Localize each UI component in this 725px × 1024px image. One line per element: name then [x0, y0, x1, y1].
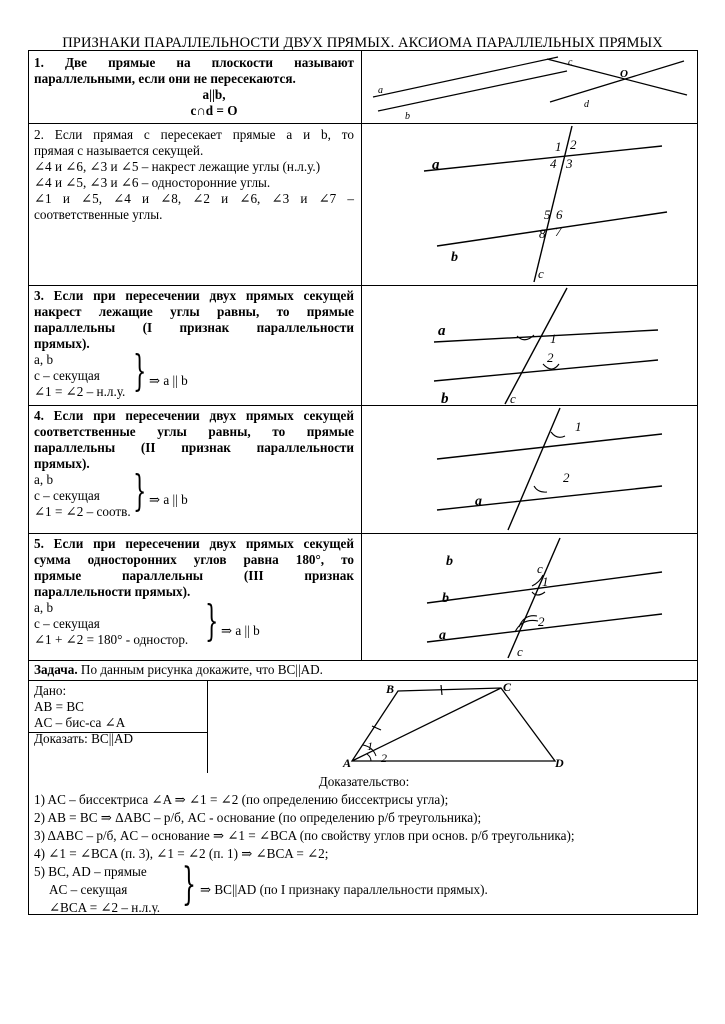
- angle-1-label: 1: [555, 139, 562, 154]
- section-1-figure: [362, 51, 698, 123]
- vertex-a-label: A: [343, 756, 352, 770]
- definition-line: ∠4 и ∠6, ∠3 и ∠5 – накрест лежащие углы (н.л.у.): [34, 159, 321, 174]
- section-3-conclusion: ⇒ a || b: [149, 373, 188, 388]
- theorem-table: [28, 50, 698, 915]
- angle-1-label: 1: [542, 574, 549, 589]
- label-c: c: [568, 57, 573, 68]
- section-2-text: [34, 127, 354, 223]
- text-line: сумма односторонних углов равна 180°, то: [34, 552, 354, 567]
- section-3-figure: [362, 286, 698, 407]
- label-a: a: [432, 157, 440, 173]
- angle-7-label: 7: [555, 224, 562, 239]
- text-line: прямых).: [34, 456, 90, 471]
- text-line: прямые параллельны (III признак: [34, 568, 354, 583]
- text-line: 2. Если прямая с пересекает прямые a и b, то: [34, 127, 354, 142]
- formula-parallel: a||b,: [202, 87, 226, 102]
- label-a: a: [378, 85, 383, 96]
- label-c: c: [538, 266, 544, 281]
- task-label: Задача.: [34, 662, 78, 677]
- angle-5-label: 5: [544, 207, 551, 222]
- label-b: b: [405, 111, 410, 122]
- label-c: c: [510, 391, 516, 406]
- brace-icon: }: [205, 596, 219, 645]
- section-3-text: [34, 288, 354, 400]
- vertex-b-label: B: [386, 682, 395, 696]
- proof-heading: Доказательство:: [318, 774, 410, 789]
- text-line: 1. Две прямые на плоскости называют: [34, 55, 354, 70]
- label-b: b: [451, 250, 458, 265]
- section-4-conclusion: ⇒ a || b: [149, 492, 188, 507]
- given-line: a, b: [34, 600, 54, 615]
- formula-intersect: c∩d = O: [190, 103, 238, 118]
- given-line: a, b: [34, 472, 54, 487]
- text-line: прямых).: [34, 336, 90, 351]
- section-5-conclusion: ⇒ a || b: [221, 623, 260, 638]
- given-line: ∠1 = ∠2 – н.л.у.: [34, 384, 126, 399]
- text-line: параллельны (I признак параллельности: [34, 320, 354, 335]
- given-line: c – секущая: [34, 616, 100, 631]
- brace-icon: }: [133, 466, 147, 515]
- angle-2-label: 2: [547, 350, 554, 365]
- row-divider: [29, 660, 697, 661]
- angle-2-label: 2: [381, 751, 387, 765]
- label-a: a: [439, 628, 446, 643]
- proof-step-5-line: ∠BCA = ∠2 – н.л.у.: [49, 900, 161, 915]
- label-b: b: [446, 554, 453, 569]
- section-5-text: [34, 536, 354, 648]
- section-1-text: [34, 55, 354, 119]
- section-4-text: [34, 408, 354, 520]
- proof-step-3: 3) ΔABC – р/б, AC – основание ⇒ ∠1 = ∠BCA (по свойству углов при основ. р/б треугольника);: [34, 828, 575, 843]
- page-title: ПРИЗНАКИ ПАРАЛЛЕЛЬНОСТИ ДВУХ ПРЯМЫХ. АКСИОМА ПАРАЛЛЕЛЬНЫХ ПРЯМЫХ: [62, 35, 663, 51]
- angle-2-label: 2: [563, 470, 570, 485]
- text-line: параллельны (II признак параллельности: [34, 440, 354, 455]
- angle-2-label: 2: [570, 137, 577, 152]
- definition-line: ∠1 и ∠5, ∠4 и ∠8, ∠2 и ∠6, ∠3 и ∠7 –: [34, 191, 354, 206]
- label-a: a: [438, 323, 446, 339]
- text-line: параллельными, если они не пересекаются.: [34, 71, 296, 86]
- text-line: соответственные углы равны, то прямые: [34, 424, 354, 439]
- text-line: накрест лежащие углы равны, то прямые: [34, 304, 354, 319]
- label-o: O: [620, 68, 628, 80]
- task-text: По данным рисунка докажите, что BC||AD.: [77, 662, 323, 677]
- angle-6-label: 6: [556, 207, 563, 222]
- angle-8-label: 8: [539, 226, 546, 241]
- given-line: ∠1 = ∠2 – соотв.: [34, 504, 131, 519]
- given-line: AB = BC: [34, 699, 84, 714]
- proof-step-4: 4) ∠1 = ∠BCA (п. 3), ∠1 = ∠2 (п. 1) ⇒ ∠BCA = ∠2;: [34, 846, 329, 861]
- brace-icon: }: [133, 346, 147, 395]
- angle-1-label: 1: [550, 331, 557, 346]
- given-line: c – секущая: [34, 368, 100, 383]
- angle-1-label: 1: [367, 739, 373, 753]
- text-line: параллельности прямых).: [34, 584, 191, 599]
- given-line: ∠1 + ∠2 = 180° - одностор.: [34, 632, 189, 647]
- label-c: c: [537, 561, 543, 576]
- angle-3-label: 3: [566, 156, 573, 171]
- proof-step-5-line: AC – секущая: [49, 882, 128, 897]
- text-line: прямая с называется секущей.: [34, 143, 204, 158]
- given-line: AC – бис-са ∠A: [34, 715, 126, 730]
- definition-line: соответственные углы.: [34, 207, 163, 222]
- given-line: a, b: [34, 352, 54, 367]
- task-statement: [34, 662, 323, 678]
- proof-step-5: 5) BC, AD – прямые: [34, 864, 147, 879]
- brace-icon: }: [182, 859, 196, 910]
- text-line: 4. Если при пересечении двух прямых секущей: [34, 408, 354, 423]
- label-d: d: [584, 99, 589, 110]
- angle-4-label: 4: [550, 156, 557, 171]
- label-c: c: [517, 644, 523, 659]
- task-figure: [329, 681, 609, 781]
- proof-step-1: 1) AC – биссектриса ∠A ⇒ ∠1 = ∠2 (по определению биссектрисы угла);: [34, 792, 449, 807]
- prove-line: Доказать: BC||AD: [34, 731, 134, 746]
- proof-step-5-conclusion: ⇒ BC||AD (по I признаку параллельности прямых).: [200, 882, 488, 897]
- label-a: a: [475, 494, 482, 509]
- task-given: [34, 683, 204, 747]
- vertex-d-label: D: [555, 756, 564, 770]
- given-line: c – секущая: [34, 488, 100, 503]
- section-2-figure: [362, 124, 698, 284]
- vertex-c-label: C: [503, 680, 512, 694]
- section-5-figure: [362, 534, 698, 660]
- definition-line: ∠4 и ∠5, ∠3 и ∠6 – односторонние углы.: [34, 175, 271, 190]
- angle-1-label: 1: [575, 419, 582, 434]
- label-b: b: [442, 591, 449, 606]
- label-b: b: [441, 391, 449, 407]
- given-divider: [207, 680, 208, 773]
- text-line: 3. Если при пересечении двух прямых секущей: [34, 288, 354, 303]
- proof-step-2: 2) AB = BC ⇒ ΔABC – р/б, AC - основание (по определению р/б треугольника);: [34, 810, 482, 825]
- given-heading: Дано:: [34, 683, 67, 698]
- angle-2-label: 2: [538, 614, 545, 629]
- section-4-figure: [362, 406, 698, 576]
- text-line: 5. Если при пересечении двух прямых секущей: [34, 536, 354, 551]
